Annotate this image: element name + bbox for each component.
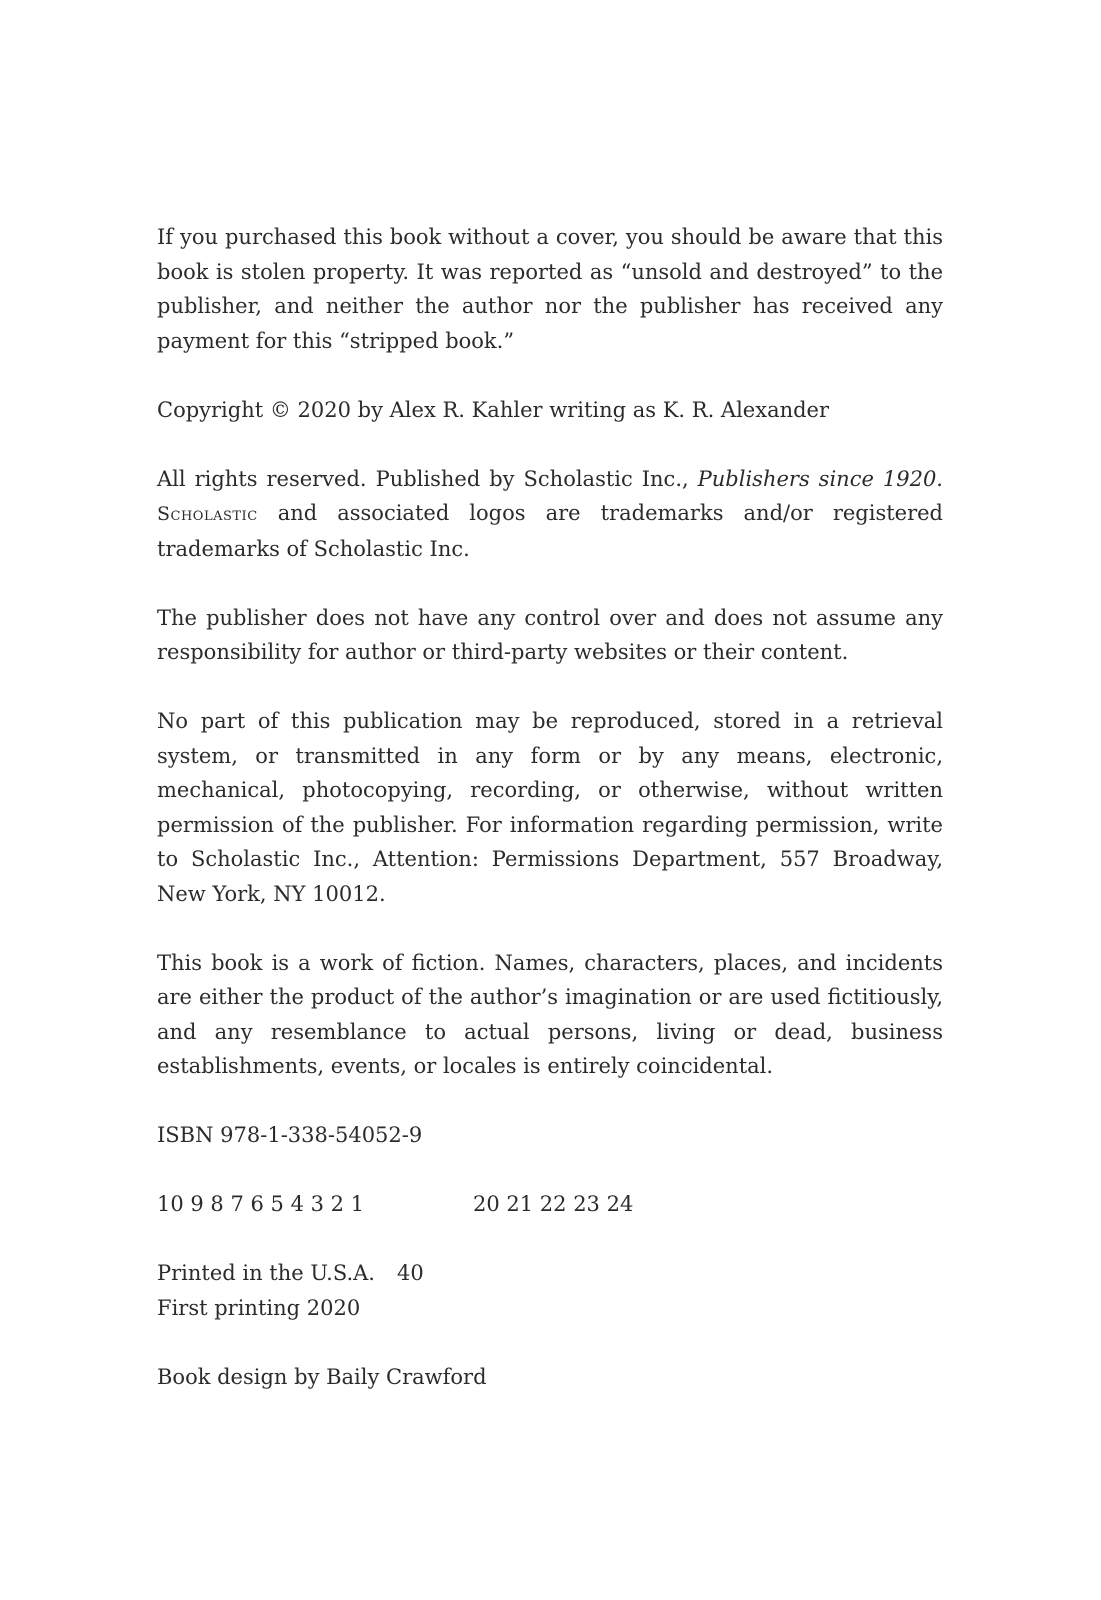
publishers-since: Publishers since 1920. [697, 466, 943, 491]
stripped-book-notice: If you purchased this book without a cover, you should be aware that this book is stolen property. It was reported as “unsold and destroyed” to the publisher, and neither the author nor the publisher has received any payment for this “stripped book.” [157, 225, 943, 353]
rights-reserved-notice [157, 462, 943, 567]
first-printing: First printing 2020 [157, 1295, 361, 1320]
rights-lead: All rights reserved. Published by Scholastic Inc., [157, 466, 698, 491]
printing-line [157, 1187, 943, 1222]
fiction-notice: This book is a work of fiction. Names, characters, places, and incidents are either the product of the author’s imagination or are used fictitiously, and any resemblance to actual persons, living or dead, business establishments, events, or locales is entirely coincidental. [157, 950, 943, 1078]
trademark-name: Scholastic [157, 503, 258, 525]
copyright-line: Copyright © 2020 by Alex R. Kahler writing as K. R. Alexander [157, 397, 830, 422]
printing-numbers: 10 9 8 7 6 5 4 3 2 1 [157, 1192, 365, 1216]
isbn: ISBN 978-1-338-54052-9 [157, 1123, 423, 1147]
printed-in-line [157, 1256, 943, 1291]
third-party-notice: The publisher does not have any control over and does not assume any responsibility for author or third-party websites or their content. [157, 605, 943, 664]
printed-in: Printed in the U.S.A. [157, 1261, 375, 1285]
copyright-page [157, 220, 943, 1429]
trademark-rest: and associated logos are trademarks and/or registered trademarks of Scholastic Inc. [157, 501, 943, 561]
reproduction-notice: No part of this publication may be reproduced, stored in a retrieval system, or transmitted in any form or by any means, electronic, mechanical, photocopying, recording, or otherwise, without written permission of the publisher. For information regarding permission, write to Scholastic Inc., Attention: Permissions Department, 557 Broadway, New York, NY 10012. [157, 709, 943, 906]
printing-years: 20 21 22 23 24 [473, 1192, 634, 1216]
printer-code: 40 [396, 1261, 424, 1285]
book-design-credit: Book design by Baily Crawford [157, 1364, 487, 1389]
